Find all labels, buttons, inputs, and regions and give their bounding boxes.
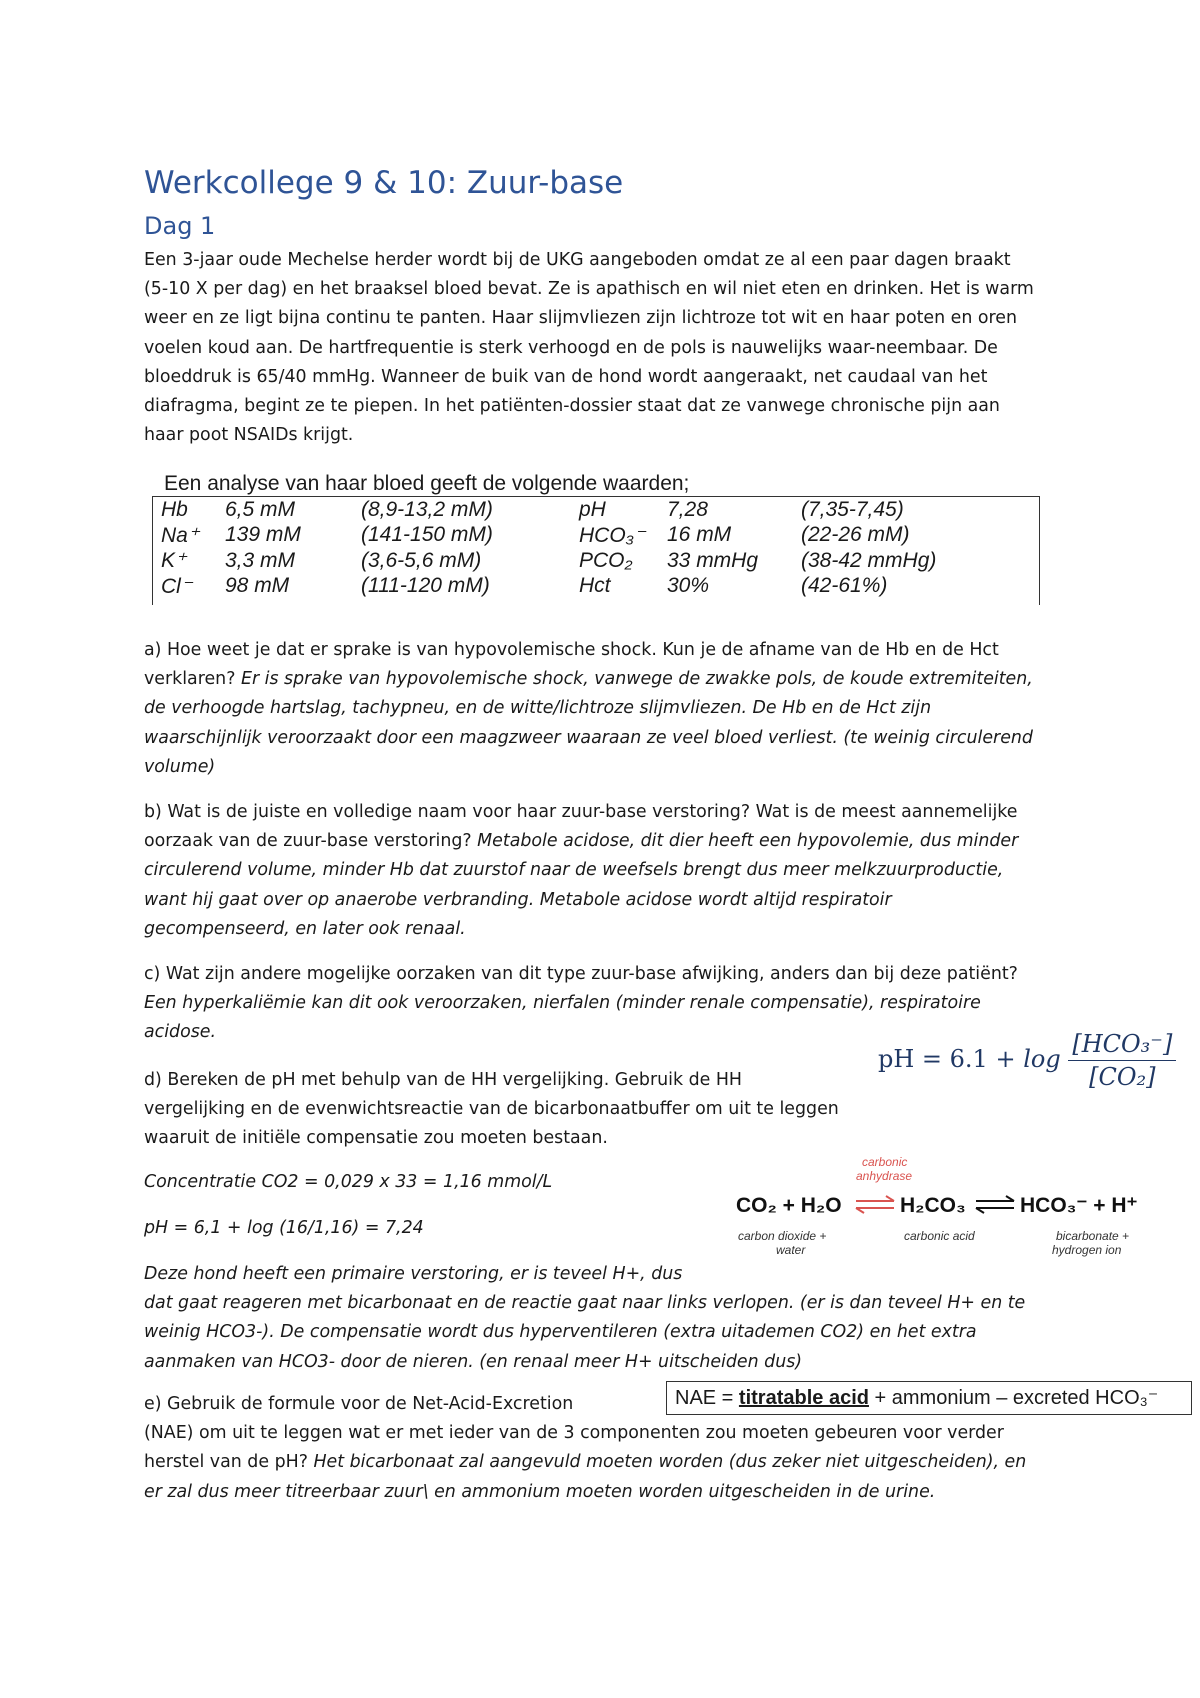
- answer-text: er zal dus meer titreerbaar zuur\ en ammonium moeten worden uitgescheiden in de urine.: [144, 1481, 936, 1502]
- page-title: Werkcollege 9 & 10: Zuur-base: [144, 165, 624, 201]
- answer-text: circulerend volume, minder Hb dat zuurstof naar de weefsels brengt dus meer melkzuurproductie,: [144, 860, 1004, 881]
- table-cell: 7,28: [667, 497, 708, 521]
- table-cell: 16 mM: [667, 523, 732, 547]
- answer-text: gecompenseerd, en later ook renaal.: [144, 918, 466, 939]
- intro-line: Een 3-jaar oude Mechelse herder wordt bij de UKG aangeboden omdat ze al een paar dagen braakt: [144, 250, 1011, 270]
- label-carbonic-acid: carbonic acid: [904, 1229, 975, 1243]
- formula-lhs: pH = 6.1 +: [878, 1045, 1024, 1073]
- intro-line: bloeddruk is 65/40 mmHg. Wanneer de buik van de hond wordt aangeraakt, net caudaal van het: [144, 366, 988, 387]
- formula-fraction: [1068, 1030, 1176, 1091]
- table-cell: (42-61%): [801, 574, 888, 598]
- table-cell: (3,6-5,6 mM): [361, 548, 482, 572]
- carbonic-acid-formula: H₂CO₃: [900, 1194, 966, 1217]
- table-cell: 139 mM: [225, 523, 301, 547]
- table-cell: Hb: [161, 497, 188, 521]
- answer-text: dat gaat reageren met bicarbonaat en de reactie gaat naar links verlopen. (er is dan teveel H+ en te: [144, 1293, 1026, 1314]
- table-cell: (8,9-13,2 mM): [361, 497, 493, 521]
- label-water: water: [776, 1243, 806, 1257]
- nae-titratable-acid: titratable acid: [738, 1387, 869, 1409]
- answer-text: Een hyperkaliëmie kan dit ook veroorzaken, nierfalen (minder renale compensatie), respiratoire: [144, 993, 981, 1014]
- table-cell: K⁺: [161, 549, 187, 573]
- equilibrium-arrow-red: [856, 1196, 894, 1213]
- answer-text: acidose.: [144, 1022, 217, 1043]
- label-carbon-dioxide: carbon dioxide +: [738, 1229, 827, 1243]
- table-cell: (38-42 mmHg): [801, 548, 937, 572]
- table-cell: (141-150 mM): [361, 523, 493, 547]
- enzyme-label: anhydrase: [856, 1169, 913, 1183]
- blood-values-table: [152, 496, 1040, 605]
- case-intro: [144, 246, 1064, 450]
- question-text: b) Wat is de juiste en volledige naam voor haar zuur-base verstoring? Wat is de meest aannemelijke: [144, 802, 1018, 822]
- question-text: e) Gebruik de formule voor de Net-Acid-Excretion: [144, 1394, 574, 1414]
- answer-text: Concentratie CO2 = 0,029 x 33 = 1,16 mmol/L: [144, 1172, 553, 1192]
- formula-numerator: [HCO₃⁻]: [1068, 1030, 1176, 1061]
- nae-rest: + ammonium – excreted HCO₃⁻: [868, 1387, 1159, 1409]
- intro-line: (5-10 X per dag) en het braaksel bloed bevat. Ze is apathisch en wil niet eten en drinken. Het is warm: [144, 279, 1034, 300]
- table-row: [153, 548, 1031, 574]
- table-cell: Na⁺: [161, 523, 199, 547]
- question-text: (NAE) om uit te leggen wat er met ieder van de 3 componenten zou moeten gebeuren voor verder: [144, 1423, 1004, 1444]
- formula-denominator: [CO₂]: [1089, 1063, 1156, 1091]
- question-a: [144, 636, 1064, 782]
- bicarbonate-formula: HCO₃⁻ + H⁺: [1020, 1194, 1138, 1217]
- question-d: [144, 1066, 864, 1154]
- table-cell: Hct: [579, 574, 611, 598]
- answer-text: waarschijnlijk veroorzaakt door een maagzweer waaraan ze veel bloed verliest. (te weinig circulerend: [144, 727, 1033, 748]
- answer-text: Er is sprake van hypovolemische shock, vanwege de zwakke pols, de koude extremiteiten,: [240, 669, 1033, 690]
- question-text: vergelijking en de evenwichtsreactie van de bicarbonaatbuffer om uit te leggen: [144, 1099, 839, 1120]
- formula-log: log: [1023, 1045, 1061, 1073]
- table-row: [153, 497, 1031, 523]
- table-cell: 30%: [667, 574, 710, 598]
- question-text: d) Bereken de pH met behulp van de HH vergelijking. Gebruik de HH: [144, 1070, 742, 1090]
- question-text: waaruit de initiële compensatie zou moeten bestaan.: [144, 1128, 608, 1149]
- table-row: [153, 523, 1031, 549]
- question-text: c) Wat zijn andere mogelijke oorzaken van dit type zuur-base afwijking, anders dan bij deze patiënt?: [144, 964, 1018, 984]
- nae-prefix: NAE =: [675, 1387, 739, 1409]
- question-text: oorzaak van de zuur-base verstoring?: [144, 831, 472, 852]
- answer-d-explanation: [144, 1260, 1064, 1377]
- table-cell: Cl⁻: [161, 574, 192, 598]
- blood-table-caption: Een analyse van haar bloed geeft de volgende waarden;: [164, 472, 690, 495]
- answer-text: Het bicarbonaat zal aangevuld moeten worden (dus zeker niet uitgescheiden), en: [313, 1452, 1027, 1473]
- intro-line: diafragma, begint ze te piepen. In het patiënten-dossier staat dat ze vanwege chronische pijn aan: [144, 396, 1000, 417]
- label-bicarbonate: bicarbonate +: [1056, 1229, 1130, 1243]
- label-hydrogen-ion: hydrogen ion: [1052, 1243, 1122, 1257]
- question-b: [144, 798, 1064, 944]
- question-e: [144, 1390, 1064, 1507]
- reactant-co2-h2o: CO₂ + H₂O: [736, 1194, 842, 1217]
- table-cell: PCO₂: [579, 548, 633, 572]
- table-cell: (7,35-7,45): [801, 497, 904, 521]
- question-text: a) Hoe weet je dat er sprake is van hypovolemische shock. Kun je de afname van de Hb en de Hct: [144, 640, 999, 660]
- intro-line: haar poot NSAIDs krijgt.: [144, 425, 354, 446]
- table-row: [153, 574, 1031, 600]
- answer-text: volume): [144, 756, 216, 777]
- henderson-hasselbalch-formula: [878, 1030, 1176, 1091]
- answer-text: Metabole acidose, dit dier heeft een hypovolemie, dus minder: [477, 831, 1019, 852]
- intro-line: weer en ze ligt bijna continu te panten. Haar slijmvliezen zijn lichtroze tot wit en haar poten en oren: [144, 308, 1018, 329]
- answer-text: want hij gaat over op anaerobe verbranding. Metabole acidose wordt altijd respiratoir: [144, 889, 892, 910]
- table-cell: 98 mM: [225, 574, 290, 598]
- section-heading: Dag 1: [144, 212, 216, 240]
- table-cell: 33 mmHg: [667, 548, 759, 572]
- table-cell: 6,5 mM: [225, 497, 296, 521]
- intro-line: voelen koud aan. De hartfrequentie is sterk verhoogd en de pols is nauwelijks waar-neembaar. De: [144, 337, 998, 358]
- enzyme-label: carbonic: [862, 1155, 908, 1169]
- equilibrium-arrow-black: [976, 1196, 1014, 1213]
- table-cell: (22-26 mM): [801, 523, 910, 547]
- answer-text: weinig HCO3-). De compensatie wordt dus hyperventileren (extra uitademen CO2) en het extra: [144, 1322, 977, 1343]
- table-cell: 3,3 mM: [225, 548, 296, 572]
- answer-text: de verhoogde hartslag, tachypneu, en de witte/lichtroze slijmvliezen. De Hb en de Hct zijn: [144, 698, 932, 719]
- table-cell: pH: [579, 497, 606, 521]
- answer-text: Deze hond heeft een primaire verstoring, er is teveel H+, dus: [144, 1264, 683, 1284]
- table-cell: HCO₃⁻: [579, 523, 646, 547]
- bicarbonate-reaction-diagram: [734, 1152, 1174, 1272]
- answer-text: aanmaken van HCO3- door de nieren. (en renaal meer H+ uitscheiden dus): [144, 1351, 803, 1372]
- table-cell: (111-120 mM): [361, 574, 490, 598]
- question-text: herstel van de pH?: [144, 1452, 308, 1473]
- question-text: verklaren?: [144, 669, 236, 690]
- answer-text: pH = 6,1 + log (16/1,16) = 7,24: [144, 1218, 424, 1238]
